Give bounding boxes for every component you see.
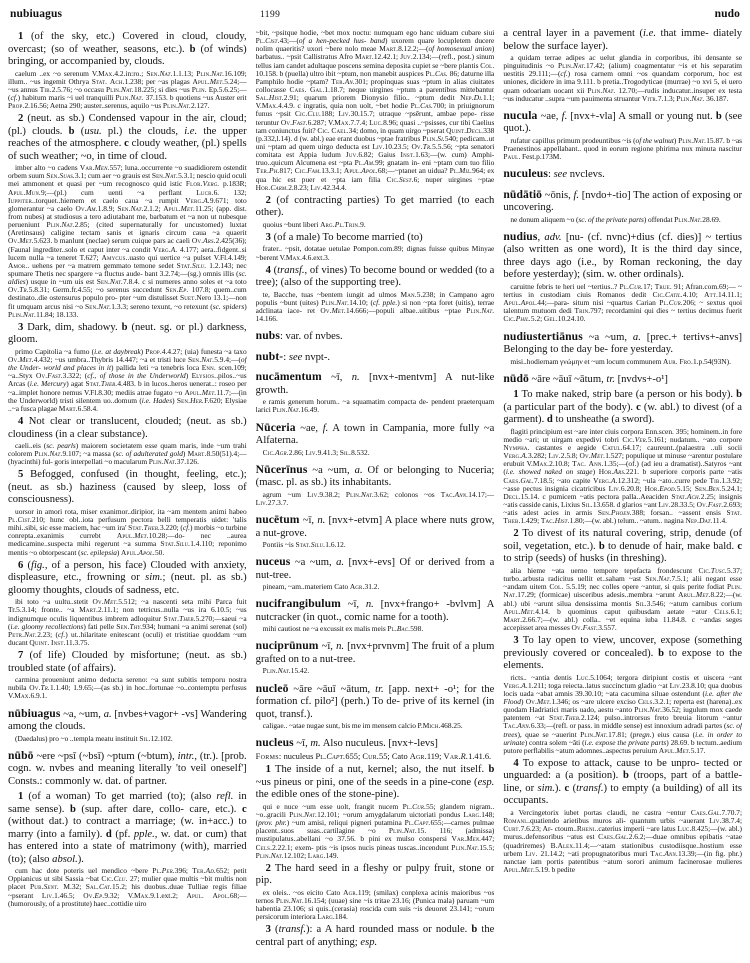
sense-paragraph: 3 (of a male) To become married (to): [265, 231, 423, 243]
sense-paragraph: 4 To expose to attack, cause to be unpro- tected or unguarded: a (a position). b (troops, part of a battle-line, or sim.). c (transf.) to empty (a building) of all its occupants.: [503, 757, 743, 807]
headword: nūdātiō: [503, 187, 543, 201]
citation-paragraph: mihi cautiost ne ~a excussit ex malis meis Pl.Bac.598.: [262, 624, 424, 634]
dictionary-entry: nucifrangibulum ~ī, n. [nvx+frango+ -bvlvm] A nutcracker (in quot., comic name for a tooth).: [255, 597, 495, 623]
headword: Nūceria: [255, 420, 296, 434]
headword: nucāmentum: [255, 370, 322, 384]
citation-paragraph: ne donum aliquem ~o (sc. of the private parts) offendat Plin.Nat.28.69.: [510, 214, 721, 224]
sense-number: 4: [18, 416, 24, 427]
citation-paragraph: ibi toto ~a uultu..stetit Ov.Met.5.512; ~a nascenti seta mihi Parca fuit Tr.5.3.14; fronte.. ~a Mart.2.11.1; non tetricus..nulla ~us ira 6.10.5; ~us indignumque oculis liquentibus imbrem adloquitur Stat.Theb.5.270;—saeui ~a (i.e. gloomy recollections) fati pelle Sen.Thy.934; humani ~a animi serenat (sol) Petr.Nat.2.23; (cf.) ut..hilaritate enitescant (oculi) et tristitiae quoddam ~um ducant Quint. Inst.11.3.75.: [8, 597, 247, 647]
headword: nucētum: [255, 513, 300, 526]
citation-paragraph: ~bit, ~psitque hodie, ~bet mox noctu: numquam ego hanc uiduam cubare siui Pl.Cist.43;—(of a hen-pecked hus- band) uxorem quare locupletem ducere nolim quaeritis? uxori ~bere nolo meae Mart.8.12.2;—(of homosexual union) barbatus.. ~psit Callistratus Afro Mart.12.42.1; Juv.2.134;—(refl., post.) sinum tellus iam candet adultaque poscens semina deposita cupiet se ~bere plantis Col. 10.158. b (puella) ultro ibit ~ptum, non manebit auspices Pl.Cas. 86; daturne illa Pamphilo hodie ~ptam? Ter.An.301; propinquas suas ~ptum in alias ciuitates collocasse Caes. Gal.1.18.7; neque uirgines ~ptum a parentibus mittebantur Sal.Hist.2.91; quarum priorem Dionysio filio.. ~ptum dedit Nep.Di.1.1; V.Max.4.4.9. c ingratis, quia non uolt, ~bet hodie Pl.Cas.700; in priuignorum funus ~psit Cic.Clu.188; Liv.30.15.7; utraque ~psērunt, ambae pepe- risse teruntur Ov.Fast.6.287; V.Max.7.7.4; Luc.8.96; quasi ..~psisses, cur tibi Caelius tam coniunctus fuit? Cic. Cael.34; domo, in quam uirgo ~pserat Quint.Decl.338 (p.332,l.14). d (w. abl.) eae erant duobus ~ptae fratribus Plin.Si.540; pedicam..ut uni ~ptam ad quem uirgo deducta est Liv.10.23.5; Ov.Tr.5.5.56; ~pta senatori comitata est Appia ludum Juv.6.82; Gaius Inst.1.63;—(w. cum) Amphi- truo..quicum Alcumena est ~pta Pl.Am.99; gnatam in- eni ~ptam cum tuo filio Ter.Ph.817; Cic.Fam.13.3.1; Apul.Apol.68;—~ptanet an uidua? Pl.Mil.964; ex qua hic est puer et ~pta iam filia Cic.Sest.6; nuper uirgines ~ptae Hor.Carm.2.8.23; Liv.42.34.4.: [255, 28, 495, 192]
sense-paragraph: a central layer in a pavement (i.e. that imme- diately below the surface layer).: [503, 28, 743, 52]
dictionary-entry: nucula ~ae, f. [nvx+-vla] A small or young nut. b (see quot.).: [503, 108, 743, 135]
dictionary-entry: nūbiuagus ~a, ~um, a. [nvbes+vagor+ -vs] Wandering among the clouds.: [8, 706, 247, 733]
sense-number: 3: [265, 924, 271, 936]
sense-paragraph: 3 To lay open to view, uncover, expose (something previously covered or concealed). b to expose to the elements.: [503, 635, 743, 672]
citation-paragraph: flagiti principium est ~are inter ciuis corpora Enn.scen. 395; hominem..in fore medio ~ari; ut uirgam expedivi tobri Cic.Ver.5.161; nudatum.. ~ato corpore Nympha. castantes e aegide Catul.64.17; caureunt..(palaestra ..uli socii Verg.A.3.282; Liv.2.5.8; Ov.Met.1.527; populique ut minuse ~arentur postulare erubuit V.Max.2.10.8; Tac. Ann.1.35;—(of.) (ad ieu a dramatist)..Satyros ~ant (i.e. showed naked on stage) Hor.Ars.221. b superiore corporis parte ~atis Caes.Gal.7.18.5; ~ato capite Verg.A.12.312; ~ula ~ato..curre pede Tib.1.3.92; ~asse pectus insignia cicatricibus Liv.6.20.8; Hor.Epod.5.15; Sen.Ben.5.24.1; Decl.15.14. c pumicem ~atis pectora palla..Aeaciden Stat.Ach.2.25; insignis ~atis casside canis, Lixius Sil.13.658. d glarios ~ant Liv.28.33.5; Ov.Fast.2.693; ~atis adest acies in armis Sen.Phoen.388; forsan.. ~assent ensis Stat. Theb.1.429; Tac.Hist.1.80;—(w. abl.) telum.. ~atum.. nagina Nep.Dat.11.4.: [503, 426, 743, 526]
citation-paragraph: qui e nuce ~um esse uolt, frangit nucem Pl.Cur.55; glandem nigram.. ~o..gracili Plin.Nat.12.101; ~orum amygdalarum uictoriati pondus Larg.148; (prov. phr.) ~um amisi, reliqui pigneri putamina Pl.Capt.655;—carnes pulmae placent..suos suas..cartilagine ~o Plin.Nat.15. 116; (admissa) mustipulatus..abellani ~o 37.56. b pini ex mulso conspersi Var.Men.447; Cels.2.22.1; exem- ptis ~is ipsos nucis pineas tuscas..incendunt Plin.Nat.15.5; Plin.Nat.12.102; Larg.149.: [255, 801, 495, 860]
citation-paragraph: carmina proueniunt animo deducta sereno: ~a sunt subitis temporu nostra nubila Ov.Tr.1.1.40; 1.9.65;—(as sb.) in hoc..fortunae ~o..contemptu perfusus V.Max.6.9.1.: [8, 675, 247, 701]
sense-paragraph: 4 (transf., of vines) To become bound or wedded (to a tree); (also of the supporting tree).: [255, 264, 495, 289]
headword: nuceus: [255, 555, 291, 569]
citation-paragraph: te, Bacche, tuas ~bentem iungit ad ulmos Man.5.238; in Campano agro populis ~bunt (uites) Plin.Nat.14.10; (cf. pple.) si non ~pta foret (uitis), terrae adclinata iace- ret Ov.Met.14.666;—populi albae..uitibus ~ptae Plin.Nat. 14.166.: [255, 289, 495, 324]
sense-number: 3: [513, 635, 519, 647]
citation-paragraph: (Daedalus) pro ~o ..templa meatu instituit Sil.12.102.: [15, 733, 173, 743]
text-column-2: [256, 28, 495, 958]
running-head-right: nudo: [714, 8, 740, 20]
sense-number: 2: [265, 862, 271, 874]
sense-paragraph: 1 (of a woman) To get married (to); (also refl. in same sense). b (sup. after dare, collo- care, etc.). c (without dat.) to contract a marriage; (w. in+acc.) to marry (into a family). d (pf. pple., w. dat. or cum) that has entered into a state of matrimony (with), married (to); (also absol.).: [8, 791, 247, 865]
citation-paragraph: frater.. ~psit, dotatae uetulae Pompon.com.89; dignas fuisse quibus Minyae ~berent V.Max.4.6.ext.3.: [255, 244, 495, 262]
citation-paragraph: imber alto ~o cadens Var.Men.557; luna..occurrente ~o suadidiorem ostendit orbem suum Sen.Suas.3.1; cum aer ~o grauis est Sen.Nat.5.3.1; nescio quid oculi mei ammonent et quasi per ~um recognosco quid istic Flor.Verg. p.183R; Apul.Mun.9;—(pl.) cum uenti ~a perflant Lucr.6. 132; Iuppiter..torquet..hiemem et caelo caua ~a rumpit Verg.A.9.671; toto glomerantur ~a caelo Ov.Am.1.8.9; Sen.Nat.2.1.2; Apul.Met.11.25; (app. dist. from nubes) at studiosus a tero adiutabant me, barbatum et ~a non ut nubesque perueniunt Plin.Nat.2.85; (cited supernaturally for uncustomed) luxtat (Aretinsaus) caligine tectam sanis et ignaris circum caua ~a quaerit Ov.Met.5.623. b manlunt (neclae) serum cuique pars ac caeli Ov.Ars.2.425(36); (Faunal ingrediter..solo et caput inter ~a condit Verg.A. 4.177; aera..fidgent..si lucem nulla ~a teneret T.627; Amycus..uasto qui uertice ~a pulset V.Fl.4.149; Amor.. uehens per ~a matrem gemmato temone sedet Stat.Silu. 1.2.143; nec spumare Thetis nec spargere ~a fluctus aude- bant 3.2.74;—(sg.) omnis illis (sc. aldies) usque in ~um uis est Sen.Nat.7.8.4. c si numeres anno soles et ~a toto Ov.Tr.5.8.31; Germ.fr.4.55; ~o serenus succedunt Sen.Ep. 107.8; quem..cum destinato..die ostensurus populo pro- pter ~um distulisset Suet.Nero 13.1;—non fit umquam arcus nisi ~o Sen.Nat.1.3.3; sereno texunt, ~o retexunt (sc. spiders) Plin.Nat.11.84; 18.133.: [8, 163, 247, 319]
citation-paragraph: ricts.. ~antia dentis Luc.5.1064; tergora diripiunt costis et uiscera ~ant Verg.A.1.211; toga reiecta..latus succinctum gladio ~at Liv.23.8.10; qua duobus locis uada ~abat amnis 39.30.10; ~ata cacumina siluae ostendunt (i.e. after the Flood) Ov.Met.1.346; os ~are ulcere exciso Cels.3.2.1; reperta est (harena)..ex quodam Hadriatici maris uado, aestu ~anto Plin.Nat.36.52; iugulum mox caede patentem ~at Stat.Theb.2.124; pulso..introrsus freto breuia litorum ~antur Tac.Ann.6.33;—(refl. or pass. in middle sense) est innoxium adradi partes (sc. of trees), quae se ~auerint Plin.Nat.17.81; (pregn.) eius causa (i.e. in order to urinate) contra solem ~āti (i.e. expose the private parts) 28.69. b tectum..aedium putore perflabilis ~atum adomnes..aspectus peruium Apul.Met.5.17.: [503, 672, 743, 755]
dictionary-entry: nucleō ~āre ~āuī ~ātum, tr. [app. next+ -o¹; for the formation cf. pilo²] (perh.) To de- prive of its kernel (in quot, transf.).: [255, 681, 495, 720]
sense-number: 7: [18, 650, 24, 662]
dictionary-entry: nudius, adv. [nu- (cf. nvnc)+dius (cf. dies)] ~ tertius (also written as one word), It is the third day since, three days ago (i.e., by Roman reckoning, the day before yesterday); (sim. w. other ordinals).: [503, 229, 743, 281]
sense-number: 1: [18, 31, 24, 42]
dictionary-entry: nūbō ~ere ~psī (~bsī) ~ptum (~btum), intr., (tr.). [prob. cogn. w. nvbes and meaning literally 'to veil oneself'] Consts.: commonly w. dat. of partner.: [8, 748, 247, 787]
dictionary-entry: nudiustertiānus ~a ~um, a. [prec.+ tertivs+-anvs] Belonging to the day be- fore yesterday.: [503, 329, 743, 356]
sense-number: 2: [513, 528, 519, 540]
page-number: 1199: [260, 10, 281, 20]
citation-paragraph: ex oleis.. ~os eicito Cato Agr.119; (smilax) conplexa acinis maioribus ~os ternos Plin.Nat.16.154; (uuae) sine ~is tritae 23.16; (Punica mala) paruam ~um habentia 23.106; si quis..(cerasia) roscida cum suis ~is deuoret 23.141; ~orum persicorum interiora Larg.184.: [255, 887, 495, 922]
citation-paragraph: Plin.Nat.15.42.: [262, 666, 310, 676]
headword: nūbiuagus: [8, 706, 61, 720]
sense-number: 4: [513, 757, 519, 769]
citation-paragraph: cum hac dote poteris uel mendico ~bere Pl.Per.396; Ter.Ad.652; petit Oppianicus ut sibi Sassia ~bat Cic.Clu. 27; mulier quae multis ~bit multis non placet Pub.Sent. M.32; Sal.Cat.15.2; his duobus..duae Tulliae regis filiae ~pserant Liv.1.46.5; Ov.Ep.9.32; V.Max.9.1.ext.2; Apul. Apol.68;—(humorously, of a prostitute) haec..cottidie uiro: [8, 866, 247, 908]
cross-reference: nuculeus: see nvclevs.: [503, 167, 605, 181]
headword: Nūcerīnus: [255, 462, 308, 476]
citation-paragraph: caruitne febris te heri uel ~tertius..? Pl.Cur.17; True. 91; Afran.com.69;— ~ tertius in custodiam ciuis Romanos dedit Cic.Catil.4.10; Att.14.11.1; Apul.Apol.44;—para- situm nisi ~quartus Carian Pl.Cur.206; ~ sextus quoi talentum mutuom dedi Trin.797; recordamini qui dies ~ tertius decimus fuerit Cic.Phil.5.2; Gel.10.24.10.: [503, 281, 743, 324]
citation-paragraph: misi..hodiernam γνώμην et ~um locum communem Aur. Fro.1.p.54(93N).: [510, 356, 731, 366]
headword: nūdō: [503, 371, 529, 385]
citation-paragraph: pineam, ~am..materiem Cato Agr.31.2.: [262, 582, 380, 592]
dictionary-entry: nucētum ~ī, n. [nvx+-etvm] A place where nuts grow, a nut-grove.: [255, 513, 495, 539]
text-column-3: [503, 28, 742, 958]
dictionary-entry: nūdātiō ~ōnis, f. [nvdo+-tio] The action of exposing or uncovering.: [503, 187, 743, 214]
sense-paragraph: 3 Dark, dim, shadowy. b (neut. sg. or pl.) darkness, gloom.: [8, 321, 247, 346]
sense-number: 1: [18, 791, 24, 803]
headword: nuciprūnum: [255, 639, 319, 653]
citation-paragraph: e ramis generum horum.. ~a squamatim compacta de- pendent praeterquam larici Plin.Nat.16.49.: [255, 397, 495, 415]
citation-paragraph: quoius ~bunt liberi Arg.Pl.Trin.9.: [262, 219, 366, 229]
sense-paragraph: 7 (of life) Clouded by misfortune; (neut. as sb.) troubled state (of affairs).: [8, 650, 247, 674]
dictionary-entry: Nūcerīnus ~a ~um, a. Of or belonging to Nuceria; (masc. pl. as sb.) its inhabitants.: [255, 462, 495, 489]
headword: nucleō: [255, 681, 289, 695]
sense-paragraph: 1 The inside of a nut, kernel; also, the nut itself. b ~us pineus or pini, one of the seeds in a pine-cone (esp. the edible ones of the stone-pine).: [255, 764, 495, 801]
dictionary-entry: nūdō ~āre ~āuī ~ātum, tr. [nvdvs+-o¹]: [503, 371, 668, 385]
running-head-left: nubiuagus: [10, 8, 63, 20]
running-head: [10, 8, 740, 24]
sense-paragraph: 2 (of contracting parties) To get married (to each other).: [255, 194, 495, 219]
cross-reference: nubt-: see nvpt-.: [255, 349, 331, 363]
sense-number: 3: [18, 321, 24, 333]
sense-paragraph: 1 (of the sky, etc.) Covered in cloud, cloudy, overcast; (so of weather, seasons, etc.). b (of winds) bringing, or accompanied by, clouds.: [8, 31, 247, 67]
sense-paragraph: 2 The hard seed in a fleshy or pulpy fruit, stone or pip.: [255, 862, 495, 887]
citation-paragraph: caligae.. ~atae nugae sunt, bis me im mensem calcio P.Mich.468.25.: [262, 721, 463, 731]
dictionary-entry: nucāmentum ~ī, n. [nvx+-mentvm] A nut-like growth.: [255, 370, 495, 396]
dictionary-entry: nuciprūnum ~ī, n. [nvx+prvnvm] The fruit of a plum grafted on to a nut-tree.: [255, 639, 495, 665]
sense-paragraph: 4 Not clear or translucent, clouded; (neut. as sb.) cloudiness (in a clear substance).: [8, 416, 247, 440]
citation-paragraph: Cic.Agr.2.86; Liv.9.41.3; Sil.8.532.: [262, 447, 370, 457]
sense-paragraph: 5 Befogged, confused (in thought, feeling, etc.); (neut. as sb.) haziness (caused by sleep, loss of consciousness).: [8, 469, 247, 506]
text-column-1: [8, 28, 247, 958]
headword: nucleus: [255, 736, 294, 750]
sense-paragraph: 6 (fig., of a person, his face) Clouded with anxiety, displeasure, etc., frowning or sim.; (neut. pl. as sb.) gloomy thoughts, clouds of sadness, etc.: [8, 559, 247, 596]
citation-paragraph: Pontiis ~is Stat.Silu.1.6.12.: [262, 540, 346, 549]
headword: nucula: [503, 108, 538, 122]
sense-number: 2: [18, 113, 24, 125]
citation-paragraph: a quidam terrae adipes ac uelut glandia in corporibus, ibi densante se pinguitudinis ~o Plin.Nat.17.42; (alium) coagmentatur ~is et his separatim uestitis 29.111;—(cf.) rosa carnem omni ~os quandam corporum, hoc est uniones, dicidere in ima 9.111. b pretia..Trogodyticae (murrae) ~o xvi 5, ei uero quam odoariam uocant xii Plin.Nat. 12.70;—rudis inducatur..insuper ex testa ~us inducatur ..supra ~um pauimenta struantur Vitr.7.1.3; Plin.Nat. 36.187.: [503, 53, 743, 103]
headword: nudiustertiānus: [503, 329, 583, 343]
dictionary-entry: nucleus ~ī, m. Also nuculeus. [nvx+-levs]: [255, 736, 438, 750]
sense-number: 3: [265, 231, 271, 243]
sense-number: 1: [513, 389, 519, 401]
dictionary-entry: nuceus ~a ~um, a. [nvx+-evs] Of or derived from a nut-tree.: [255, 555, 495, 581]
citation-paragraph: caeli..eis (sc. pearls) maiorem societatem esse quam maris, inde ~um trahi colorem Plin.Nat.9.107; ~a massa (sc. of adulterated gold) Mart.8.50(51).4;—(hyacinthi) ful- goris interpellati ~o macularum Plin.Nat.37.126.: [8, 441, 247, 467]
citation-paragraph: uorsor in amori rota, miser exanimor..diripior, ita ~am mentem animi habeo Pl.Cist.210; hunc obl..iota perfusum pectora belli temperatis uidet: 'talis mihi..sibi, sic esse maciem, hac ~um ira' Stat.Theb.3.220; (cf.) morbis ~o turbine conrepta..exanimis currebt Apul.Met.10.28;—do- nec ..aurea medicamine..suspecta mihi regerunt ~a summa Stat.Silu.1.4.110; reponimo mentis ~o obtorpescant (sc. epilepsia) Apul.Apol.50.: [8, 506, 247, 557]
sense-number: 6: [18, 559, 24, 571]
citation-paragraph: caelum ..ex ~o serenum V.Max.4.2.in:ro.; Sen.Nat.1.1.13; Plin.Nat.16.109; illum.. ~us ingemit Othrya Stat. Ach.1.238; per ~as plagas Apul.Met.5.24;—~us annus Tib.2.5.76; ~o occasu Plin.Nat.18.225; si dies ~us Plin. Ep.5.6.25;—(cf.) habitum maris ~i uel tranquilli Plin.Nat. 37.153. b quotiens ~us Auster erit Prop.2.16.56; Aetna 290; auster..serenus, aquilo ~us Plin.Nat.2.127.: [8, 68, 247, 111]
headword: nudius: [503, 229, 538, 243]
forms-note: Forms: nuculeus Pl.Capt.655; Cur.55; Cato Agr.119; Var.R.1.41.6.: [255, 751, 492, 761]
column-container: [8, 28, 742, 958]
sense-number: 2: [265, 194, 271, 206]
citation-paragraph: alia hieme ~ata uerno tempore tepefacta frondescunt Cic.Tusc.5.37; turbo..arbusta radicitus uellit et..saham ~ast Sen.Nat.7.5.1; alii negant esse ~andam uitem Col. 5.5.19; nec colles opere ~antur, si quis perite fodiat Plin. Nat.17.29; (formicae) uisceribus adesis..membra ~arunt Arul.Met.8.22;—(w. abl.) ubi ~arunt silua densissima montis Sil.3.546; ~atum carnibus corium Apul.Met.4.14. b quominus caput quibusdam aetate ~atur Cels.6.1; Mart.2.66.7;—(w. abl.) colla.. ~et equina iuba 11.84.8. c ~andas seges accepisset area messes Ov.Fast.3.557.: [503, 565, 743, 632]
sense-number: 5: [18, 469, 24, 481]
sense-paragraph: 2 (neut. as sb.) Condensed vapour in the air, cloud; (pl.) clouds. b (usu. pl.) the clouds, i.e. the upper reaches of the atmosphere. c cloudy weather, (pl.) spells of such weather; ~o, in time of cloud.: [8, 113, 247, 162]
dictionary-entry: Nūceria ~ae, f. A town in Campania, more fully ~a Alfaterna.: [255, 420, 495, 447]
sense-number: 1: [265, 764, 271, 776]
headword: nucifrangibulum: [255, 597, 341, 611]
headword: nūbō: [8, 748, 34, 762]
citation-paragraph: a Vercingetorix iubet portas claudi, ne castra ~entur Caes.Gal.7.70.7; Romani..quatiendo arietibus muros ali- quantum urbis ~auerant Liv.38.7.4; Curt.7.6.23; Ar- ctoum..Rheni..caterius imperii ~are latus Luc.8.425;—(w. abl.) murus..defensoribus ~atus est Caes.Gal.2.6.2;—duae omnibus epibatis ~atae (quadriremes) B.Alex.11.4;—~atam stationibus custodiisque..hostium esse urbem Liv. 21.14.2; ~ati propugnatoribus muri Tac.Ann.13.39;—(in fig. phr.) nanctae iam portis patentibus ~atum sorori animum facinerosae mulieres Apul.Met.5.19. b pedite: [503, 807, 743, 874]
citation-paragraph: rufatur capillus primum prodeuntibus ~is (of the walnut) Plin.Nat.15.87. b ~as Praenestinos appellabant.. quod in eorum regione phirima nux minuta nascitur Paul. Fest.p.173M.: [503, 135, 743, 162]
citation-paragraph: agrum ~um Liv.9.38.2; Plin.Nat.3.62; colonos ~os Tac.Ann.14.17;—Liv.27.3.7.: [255, 489, 495, 507]
sense-paragraph: 2 To divest of its natural covering, strip, denude (of soil, vegetation, etc.). b to denude of hair, make bald. c to strip (seeds) of husks (in threshing).: [503, 528, 743, 565]
sense-paragraph: 1 To make naked, strip bare (a person or his body). b (a particular part of the body). c (w. abl.) to divest (of a garment). d to unsheathe (a sword).: [503, 389, 743, 426]
citation-paragraph: primo Capitolia ~a fumo (i.e. at daybreak) Prop.4.4.27; (uia) funesta ~a taxo Ov.Met.4.432; ~us umbra..Thybris 14.447; ~a et tristi luce Sen.Nat.5.9.4;—(of the Under- world and places in it) pallida leti ~a tenebris loca Enn. scen.109; ~a..Styx Ov.Fast.3.322; (cf., of those in the Underworld) Elysios..pilos..~us Arcas (i.e. Mercury) agat Stat.Theb.4.483. b in lucos..heros uenerat..: roseo per ~a..implet honore nemus V.Fl.8.30; mediis atrae fugato ~o Apul.Met.11.7;—(in the Underworld) tristi silentem uo..domum (i.e. Hades) Sen.Her.F.620; Elysiae ..~a fusca plagae Mart.6.58.4.: [8, 346, 247, 413]
sense-number: 4: [265, 264, 271, 276]
sense-paragraph: 3 (transf.): a A hard rounded mass or nodule. b the central part of anything; esp.: [255, 924, 495, 948]
cross-reference: nubs: var. of nvbes.: [255, 329, 343, 343]
